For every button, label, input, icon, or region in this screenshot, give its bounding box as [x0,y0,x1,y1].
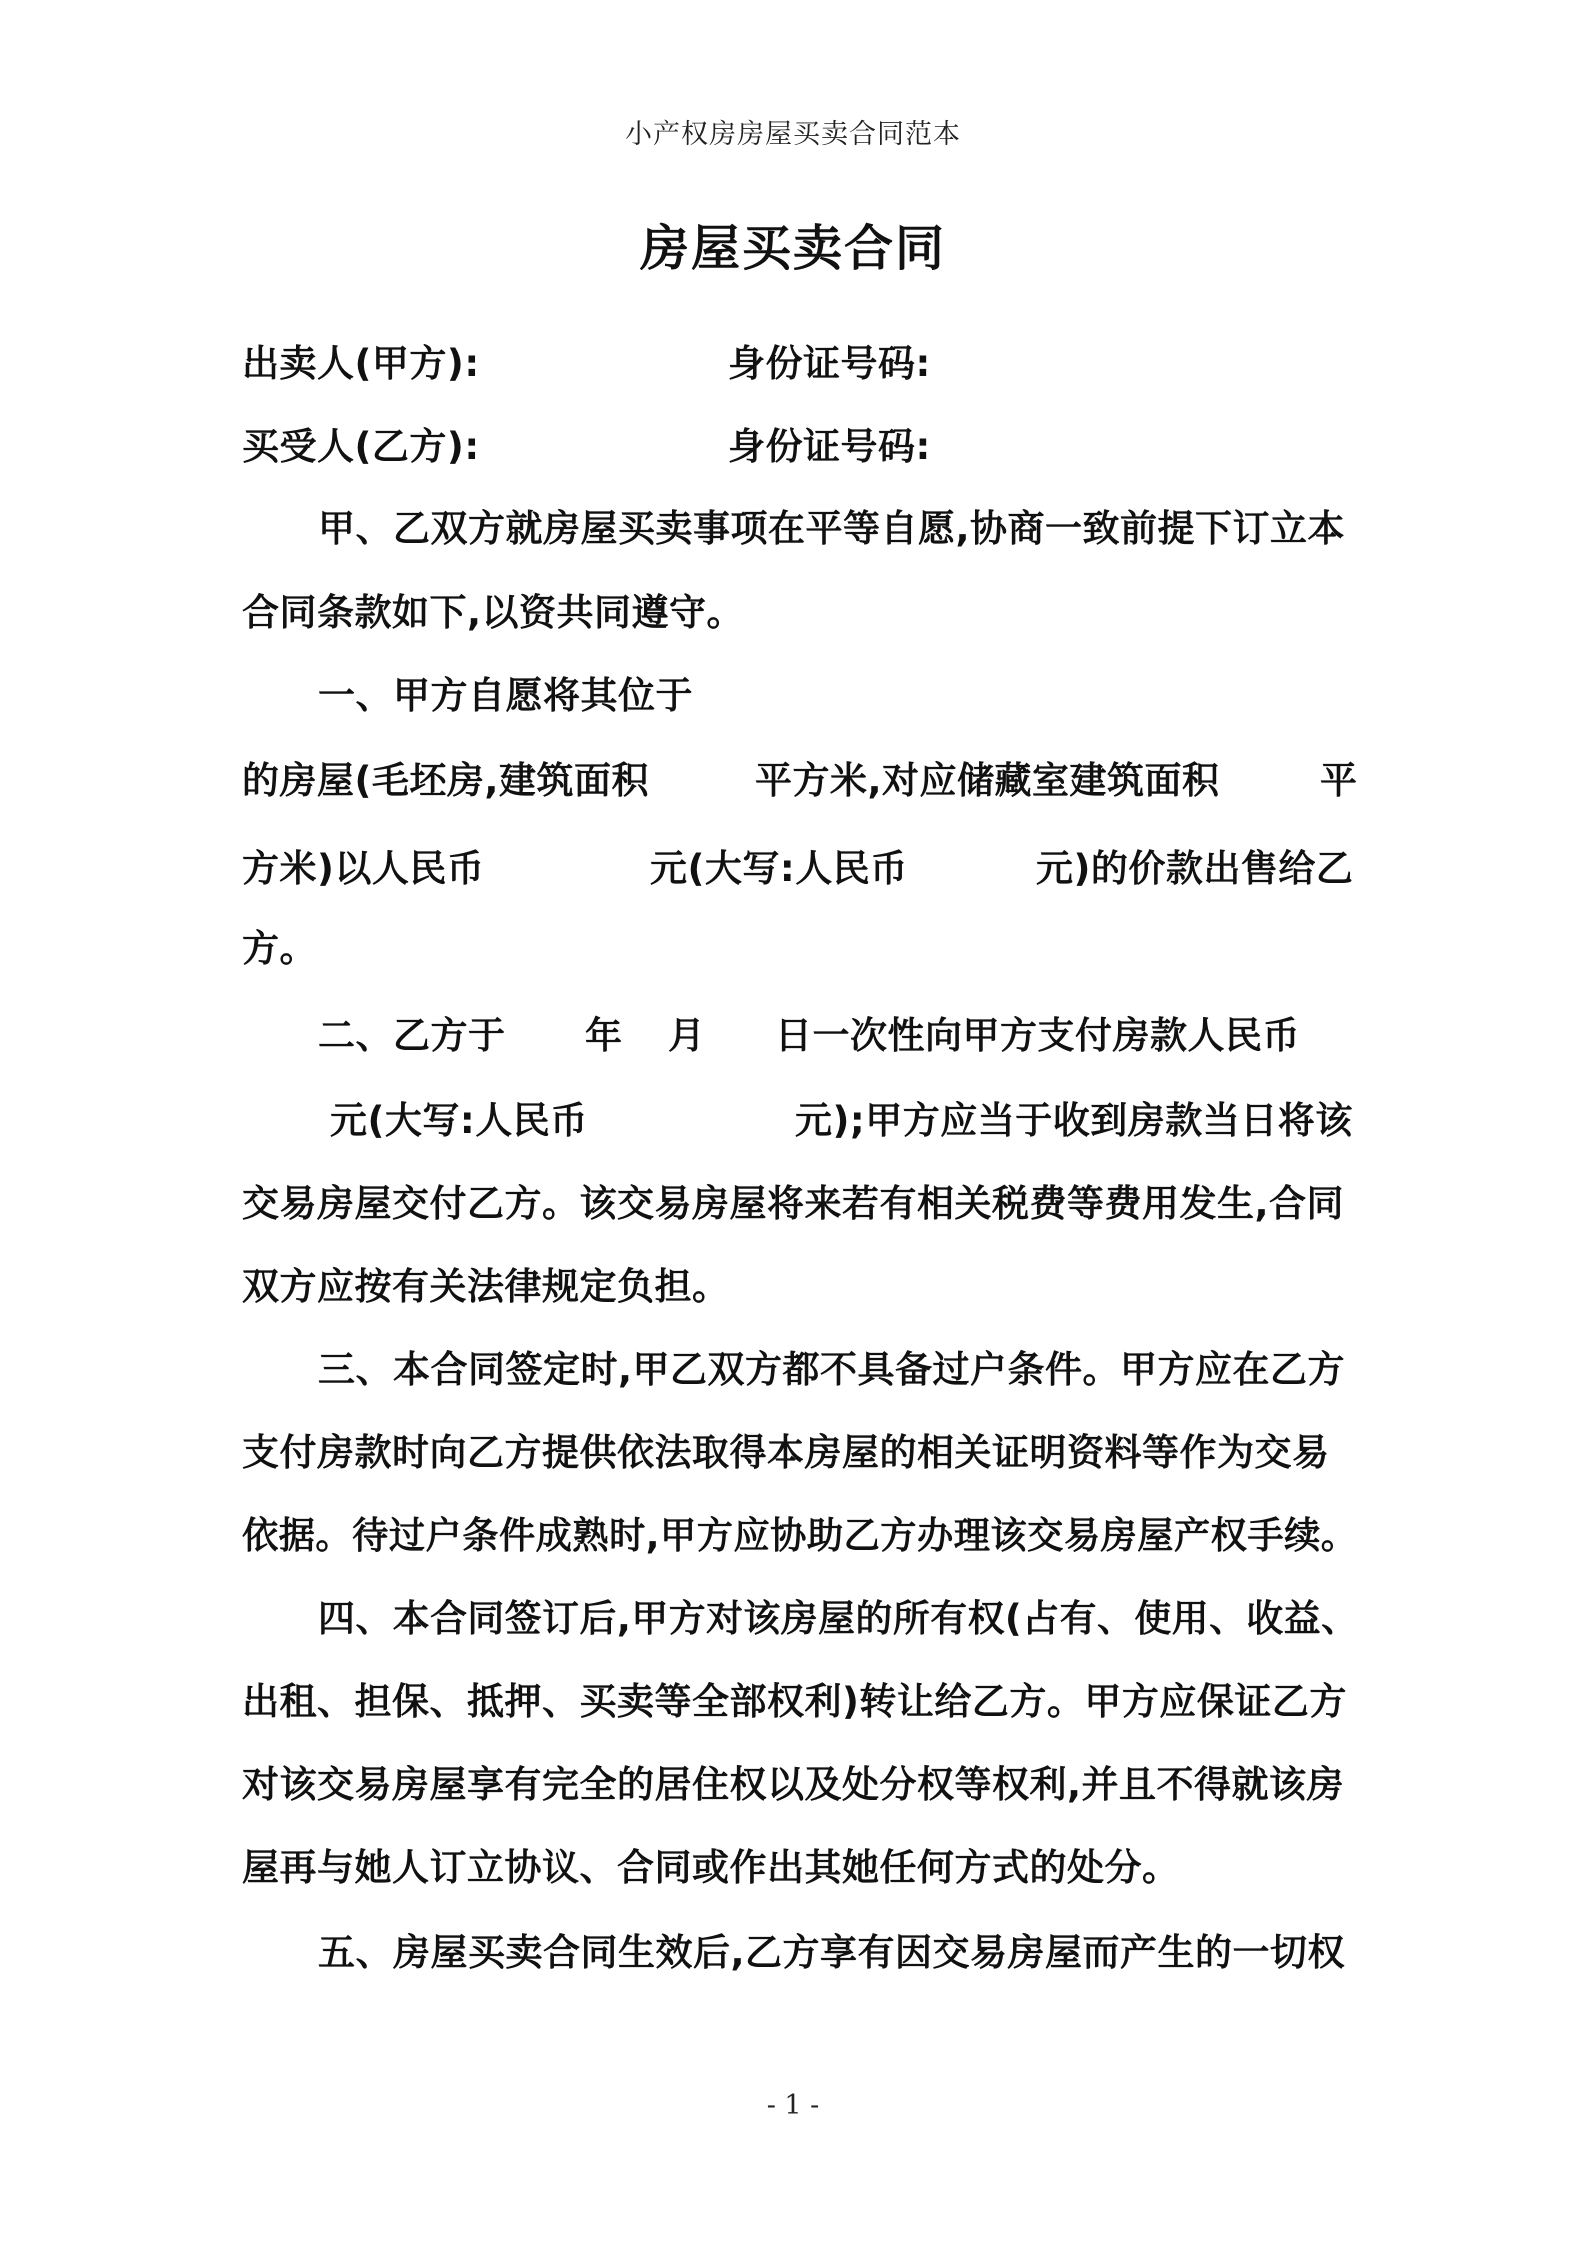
clause2-line-2a: 元(大写:人民币 [330,1099,588,1142]
clause1-line-2b: 平方米,对应储藏室建筑面积 [755,759,1220,802]
clause1-line-1: 一、甲方自愿将其位于 [318,674,693,717]
running-header: 小产权房房屋买卖合同范本 [625,119,961,150]
intro-line-1: 甲、乙双方就房屋买卖事项在平等自愿,协商一致前提下订立本 [318,507,1346,550]
clause4-line-1: 四、本合同签订后,甲方对该房屋的所有权(占有、使用、收益、 [318,1597,1359,1640]
page-title: 房屋买卖合同 [639,220,946,277]
clause2-line-1c: 月 [668,1014,706,1057]
clause3-line-3: 依据。待过户条件成熟时,甲方应协助乙方办理该交易房屋产权手续。 [242,1514,1358,1557]
clause2-line-4: 双方应按有关法律规定负担。 [242,1265,730,1308]
clause5-line-1: 五、房屋买卖合同生效后,乙方享有因交易房屋而产生的一切权 [318,1931,1346,1974]
page-number: - 1 - [766,2090,820,2121]
clause2-line-2b: 元);甲方应当于收到房款当日将该 [795,1099,1353,1142]
clause2-line-1d: 日一次性向甲方支付房款人民币 [775,1014,1300,1057]
intro-line-2: 合同条款如下,以资共同遵守。 [242,591,745,634]
clause2-line-1a: 二、乙方于 [318,1014,506,1057]
clause1-line-3b: 元(大写:人民币 [650,847,908,890]
clause2-line-1b: 年 [585,1014,623,1057]
clause1-line-3a: 方米)以人民币 [242,847,485,890]
clause1-line-3c: 元)的价款出售给乙 [1036,847,1354,890]
clause2-line-3: 交易房屋交付乙方。该交易房屋将来若有相关税费等费用发生,合同 [242,1182,1345,1225]
seller-label: 出卖人(甲方): [242,342,480,385]
clause3-line-1: 三、本合同签定时,甲乙双方都不具备过户条件。甲方应在乙方 [318,1348,1346,1391]
buyer-label: 买受人(乙方): [242,425,480,468]
clause1-line-2a: 的房屋(毛坯房,建筑面积 [242,759,649,802]
clause1-line-4: 方。 [242,927,317,970]
clause4-line-2: 出租、担保、抵押、买卖等全部权利)转让给乙方。甲方应保证乙方 [242,1680,1347,1723]
clause3-line-2: 支付房款时向乙方提供依法取得本房屋的相关证明资料等作为交易 [242,1431,1330,1474]
clause1-line-2c: 平 [1320,759,1358,802]
clause4-line-3: 对该交易房屋享有完全的居住权以及处分权等权利,并且不得就该房 [242,1763,1345,1806]
seller-id-label: 身份证号码: [728,342,931,385]
buyer-id-label: 身份证号码: [728,425,931,468]
clause4-line-4: 屋再与她人订立协议、合同或作出其她任何方式的处分。 [242,1846,1180,1889]
